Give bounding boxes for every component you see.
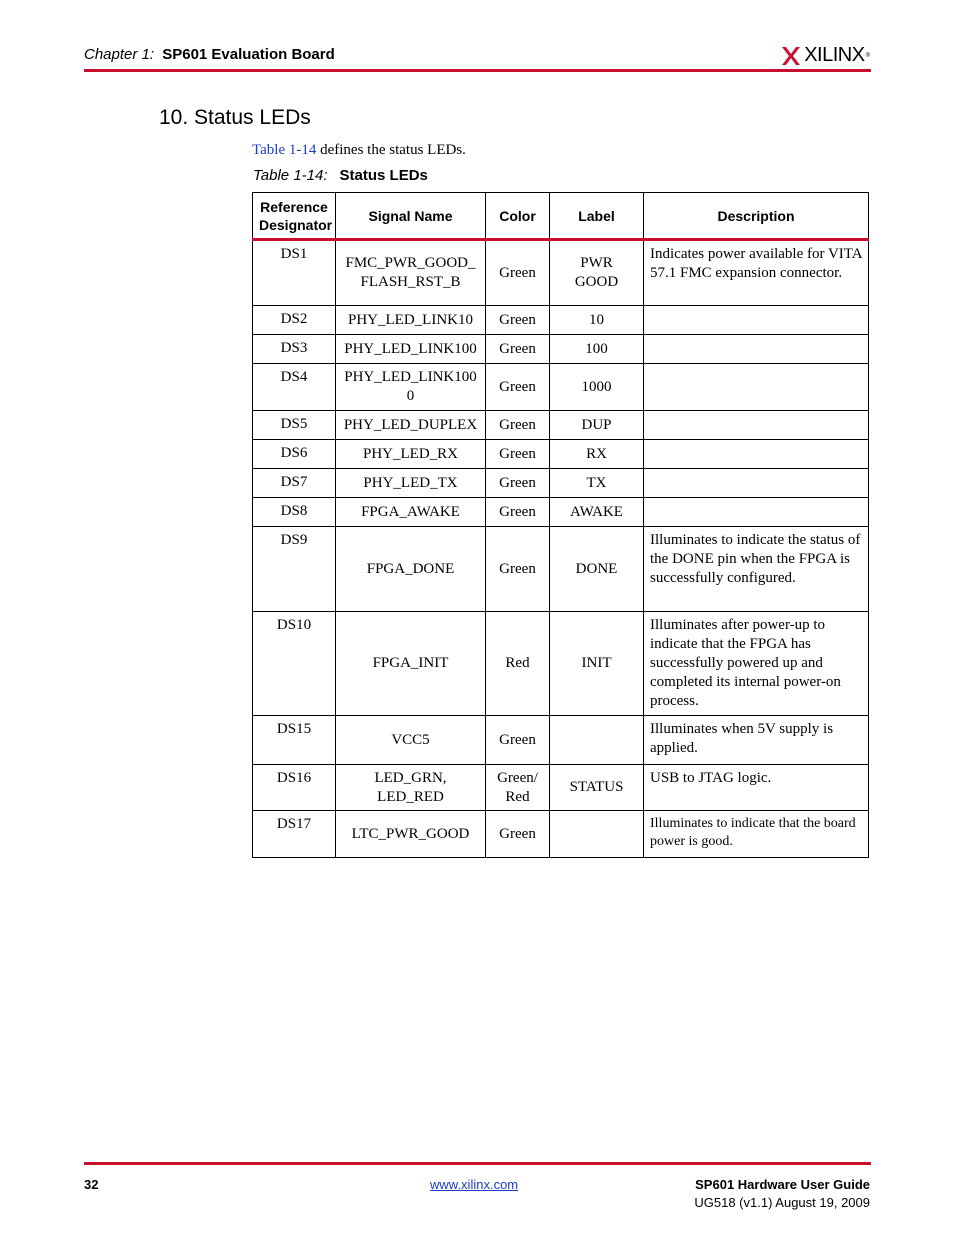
cell-signal-name: LED_GRN, LED_RED xyxy=(336,765,486,811)
xilinx-mark-icon xyxy=(782,47,800,65)
cell-signal-name: FPGA_DONE xyxy=(336,527,486,612)
cell-description xyxy=(644,364,869,411)
guide-title: SP601 Hardware User Guide xyxy=(695,1177,870,1192)
chapter-label: Chapter 1: xyxy=(84,46,155,63)
table-row xyxy=(253,240,869,306)
cell-signal-name: FPGA_INIT xyxy=(336,612,486,716)
cell-label: DONE xyxy=(550,527,644,612)
table-caption xyxy=(253,167,428,184)
cell-signal-name: FMC_PWR_GOOD_ FLASH_RST_B xyxy=(336,240,486,306)
table-row xyxy=(253,527,869,612)
cell-signal-name: PHY_LED_LINK100 0 xyxy=(336,364,486,411)
cell-label: PWR GOOD xyxy=(550,240,644,306)
cell-description xyxy=(644,306,869,335)
chapter-title: SP601 Evaluation Board xyxy=(162,46,335,63)
cell-reference: DS8 xyxy=(253,498,336,527)
cell-color: Green xyxy=(486,811,550,858)
cell-reference: DS15 xyxy=(253,716,336,765)
page-header xyxy=(84,44,870,66)
logo-registered-mark: ® xyxy=(865,52,870,59)
cell-description xyxy=(644,335,869,364)
table-row xyxy=(253,306,869,335)
cell-label: AWAKE xyxy=(550,498,644,527)
footer-rule xyxy=(84,1162,871,1165)
cell-color: Green xyxy=(486,498,550,527)
cell-signal-name: PHY_LED_LINK10 xyxy=(336,306,486,335)
table-body xyxy=(253,240,869,858)
doc-id: UG518 (v1.1) August 19, 2009 xyxy=(694,1195,870,1210)
cell-label xyxy=(550,811,644,858)
logo-text: XILINX xyxy=(804,44,865,66)
cell-signal-name: LTC_PWR_GOOD xyxy=(336,811,486,858)
cell-color: Green/ Red xyxy=(486,765,550,811)
cell-color: Green xyxy=(486,469,550,498)
cell-signal-name: PHY_LED_RX xyxy=(336,440,486,469)
cell-description: Illuminates after power-up to indicate that the FPGA has successfully powered up and completed its internal power-on process. xyxy=(644,612,869,716)
cell-color: Green xyxy=(486,364,550,411)
cell-color: Green xyxy=(486,527,550,612)
table-row xyxy=(253,469,869,498)
header-label: Label xyxy=(550,193,644,240)
cell-description xyxy=(644,498,869,527)
cell-description: Illuminates to indicate the status of the DONE pin when the FPGA is successfully configured. xyxy=(644,527,869,612)
cell-reference: DS5 xyxy=(253,411,336,440)
header-reference-designator: Reference Designator xyxy=(253,193,336,240)
section-title: 10. Status LEDs xyxy=(159,106,311,129)
cell-color: Green xyxy=(486,240,550,306)
cell-description: Indicates power available for VITA 57.1 FMC expansion connector. xyxy=(644,240,869,306)
cell-description: Illuminates to indicate that the board power is good. xyxy=(644,811,869,858)
xilinx-logo xyxy=(782,44,870,67)
cell-color: Green xyxy=(486,411,550,440)
intro-text: defines the status LEDs. xyxy=(316,142,466,158)
cell-signal-name: VCC5 xyxy=(336,716,486,765)
header-color: Color xyxy=(486,193,550,240)
header-rule xyxy=(84,69,871,72)
cell-reference: DS16 xyxy=(253,765,336,811)
cell-color: Green xyxy=(486,716,550,765)
cell-signal-name: PHY_LED_LINK100 xyxy=(336,335,486,364)
table-row xyxy=(253,811,869,858)
table-row xyxy=(253,335,869,364)
cell-reference: DS6 xyxy=(253,440,336,469)
chapter-heading xyxy=(84,46,335,63)
page-number: 32 xyxy=(84,1177,99,1192)
header-description: Description xyxy=(644,193,869,240)
cell-color: Green xyxy=(486,306,550,335)
cell-reference: DS17 xyxy=(253,811,336,858)
cell-description xyxy=(644,440,869,469)
table-row xyxy=(253,716,869,765)
cell-description: Illuminates when 5V supply is applied. xyxy=(644,716,869,765)
status-leds-table xyxy=(252,192,869,858)
cell-color: Red xyxy=(486,612,550,716)
table-caption-title: Status LEDs xyxy=(339,167,428,184)
cell-label: STATUS xyxy=(550,765,644,811)
table-caption-number: Table 1-14: xyxy=(253,167,328,184)
cell-reference: DS1 xyxy=(253,240,336,306)
cell-description: USB to JTAG logic. xyxy=(644,765,869,811)
cell-label: 100 xyxy=(550,335,644,364)
table-header-row xyxy=(253,193,869,240)
cell-reference: DS3 xyxy=(253,335,336,364)
intro-paragraph xyxy=(252,142,466,159)
table-row xyxy=(253,498,869,527)
cell-label: INIT xyxy=(550,612,644,716)
table-reference-link[interactable]: Table 1-14 xyxy=(252,142,317,158)
table-row xyxy=(253,765,869,811)
cell-reference: DS9 xyxy=(253,527,336,612)
table-row xyxy=(253,612,869,716)
cell-signal-name: PHY_LED_DUPLEX xyxy=(336,411,486,440)
table-row xyxy=(253,364,869,411)
cell-description xyxy=(644,469,869,498)
cell-label: TX xyxy=(550,469,644,498)
cell-reference: DS10 xyxy=(253,612,336,716)
table-row xyxy=(253,411,869,440)
footer-doc-info xyxy=(694,1176,870,1212)
cell-description xyxy=(644,411,869,440)
cell-reference: DS2 xyxy=(253,306,336,335)
cell-label: DUP xyxy=(550,411,644,440)
cell-label: RX xyxy=(550,440,644,469)
website-link[interactable]: www.xilinx.com xyxy=(430,1177,519,1192)
header-signal-name: Signal Name xyxy=(336,193,486,240)
cell-label xyxy=(550,716,644,765)
table-row xyxy=(253,440,869,469)
cell-color: Green xyxy=(486,335,550,364)
cell-reference: DS4 xyxy=(253,364,336,411)
cell-label: 10 xyxy=(550,306,644,335)
cell-reference: DS7 xyxy=(253,469,336,498)
cell-signal-name: FPGA_AWAKE xyxy=(336,498,486,527)
cell-signal-name: PHY_LED_TX xyxy=(336,469,486,498)
cell-label: 1000 xyxy=(550,364,644,411)
cell-color: Green xyxy=(486,440,550,469)
